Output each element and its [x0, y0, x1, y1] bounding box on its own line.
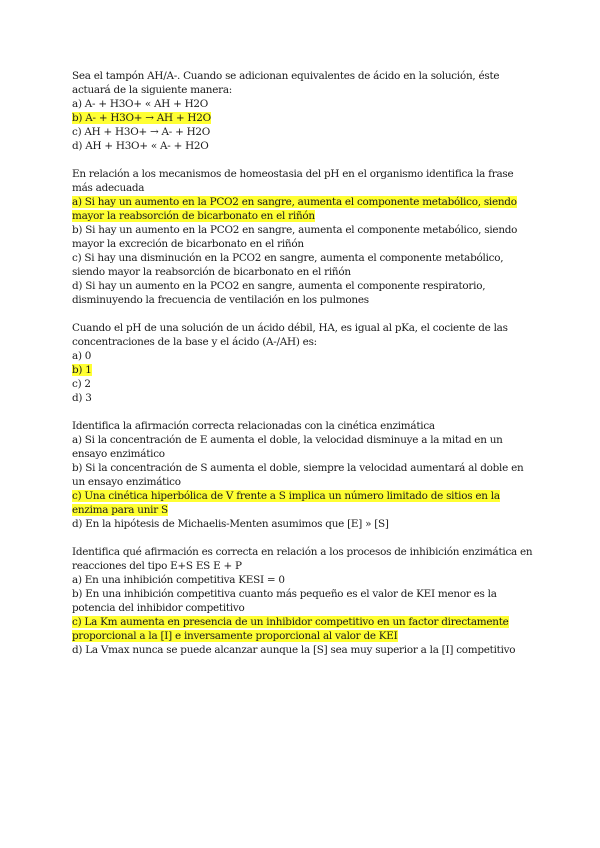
document-body [72, 69, 534, 671]
answer-option-text: c) Una cinética hiperbólica de V frente a S implica un número limitado de sitios en la enzima para unir S [72, 490, 500, 516]
answer-option [72, 391, 534, 405]
answer-option-text: d) Si hay un aumento en la PCO2 en sangre, aumenta el componente respiratorio, disminuyendo la frecuencia de ventilación en los pulmones [72, 280, 486, 306]
answer-option [72, 461, 534, 489]
question-stem: Cuando el pH de una solución de un ácido débil, HA, es igual al pKa, el cociente de las concentraciones de la base y el ácido (A-/AH) es: [72, 322, 508, 348]
answer-option [72, 377, 534, 391]
answer-option-text: d) AH + H3O+ « A- + H2O [72, 140, 209, 152]
answer-option [72, 125, 534, 139]
answer-option-text: d) En la hipótesis de Michaelis-Menten asumimos que [E] » [S] [72, 518, 389, 530]
question-stem: Identifica qué afirmación es correcta en relación a los procesos de inhibición enzimática en reacciones del tipo E+S ES E + P [72, 546, 533, 572]
answer-option-text: a) 0 [72, 350, 92, 362]
answer-option-text: b) A- + H3O+ → AH + H2O [72, 112, 211, 124]
answer-option-text: a) A- + H3O+ « AH + H2O [72, 98, 209, 110]
answer-option-text: b) Si la concentración de S aumenta el doble, siempre la velocidad aumentará al doble en un ensayo enzimático [72, 462, 524, 488]
answer-option [72, 573, 534, 587]
answer-option [72, 279, 534, 307]
answer-option [72, 223, 534, 251]
question-block [72, 545, 534, 657]
answer-option [72, 97, 534, 111]
question-block [72, 321, 534, 405]
answer-option-text: c) Si hay una disminución en la PCO2 en sangre, aumenta el componente metabólico, siendo mayor la reabsorción de bicarbonato en el riñón [72, 252, 504, 278]
answer-option [72, 251, 534, 279]
answer-option-text: a) Si hay un aumento en la PCO2 en sangre, aumenta el componente metabólico, siendo mayor la reabsorción de bicarbonato en el riñón [72, 196, 517, 222]
answer-option-text: a) Si la concentración de E aumenta el doble, la velocidad disminuye a la mitad en un ensayo enzimático [72, 434, 503, 460]
question-block [72, 419, 534, 531]
question-block [72, 167, 534, 307]
answer-option [72, 349, 534, 363]
answer-option [72, 139, 534, 153]
answer-option-highlighted [72, 489, 534, 517]
answer-option-highlighted [72, 111, 534, 125]
question-stem: Sea el tampón AH/A-. Cuando se adicionan equivalentes de ácido en la solución, éste actuará de la siguiente manera: [72, 70, 500, 96]
answer-option-text: d) 3 [72, 392, 92, 404]
answer-option-text: c) 2 [72, 378, 91, 390]
answer-option-text: b) 1 [72, 364, 92, 376]
question-stem: En relación a los mecanismos de homeostasia del pH en el organismo identifica la frase más adecuada [72, 168, 514, 194]
answer-option-text: b) En una inhibición competitiva cuanto más pequeño es el valor de KEI menor es la potencia del inhibidor competitivo [72, 588, 497, 614]
question-stem: Identifica la afirmación correcta relacionadas con la cinética enzimática [72, 420, 435, 432]
answer-option-text: b) Si hay un aumento en la PCO2 en sangre, aumenta el componente metabólico, siendo mayor la excreción de bicarbonato en el riñón [72, 224, 518, 250]
answer-option-highlighted [72, 363, 534, 377]
question-block [72, 69, 534, 153]
answer-option-highlighted [72, 615, 534, 643]
answer-option [72, 587, 534, 615]
answer-option [72, 433, 534, 461]
answer-option-text: c) AH + H3O+ → A- + H2O [72, 126, 211, 138]
answer-option [72, 517, 534, 531]
answer-option-text: a) En una inhibición competitiva KESI = 0 [72, 574, 285, 586]
answer-option-text: c) La Km aumenta en presencia de un inhibidor competitivo en un factor directamente proporcional a la [I] e inversamente proporcional al valor de KEI [72, 616, 509, 642]
answer-option-text: d) La Vmax nunca se puede alcanzar aunque la [S] sea muy superior a la [I] competitivo [72, 644, 516, 656]
answer-option [72, 643, 534, 657]
answer-option-highlighted [72, 195, 534, 223]
